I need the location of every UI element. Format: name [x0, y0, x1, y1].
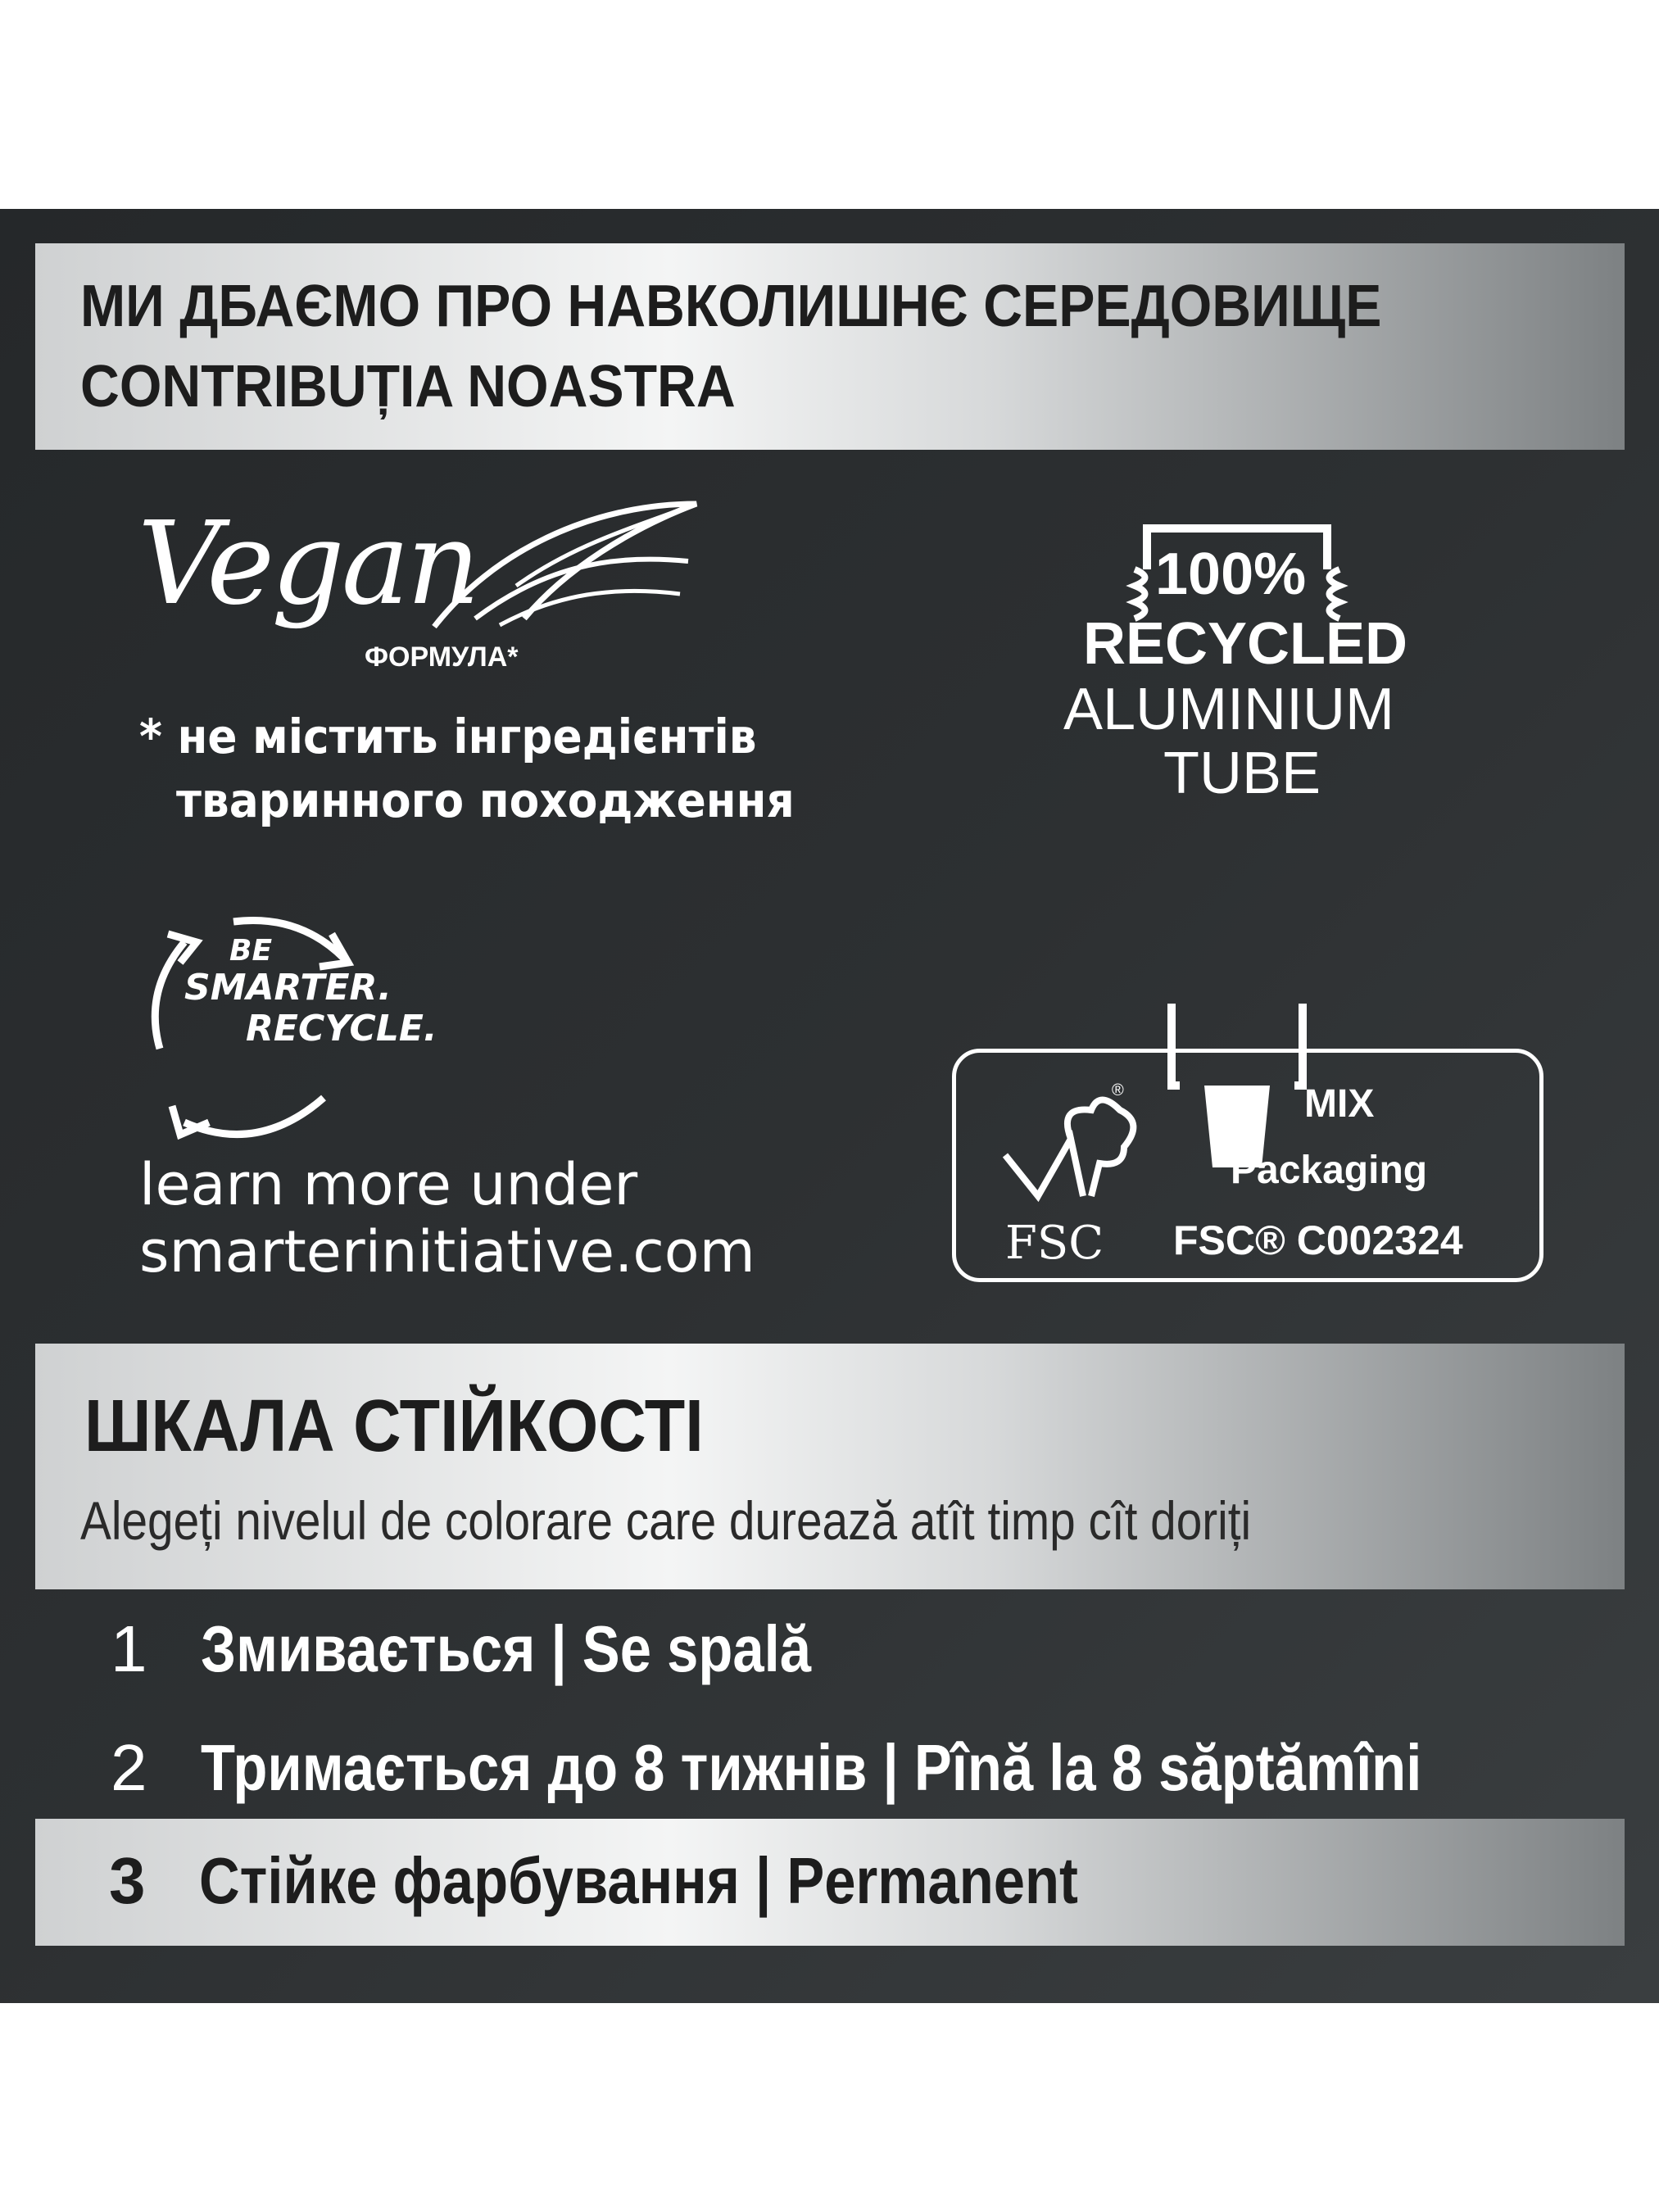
scale-item-text: Змивається | Se spală	[201, 1612, 812, 1685]
header-title-ua: МИ ДБАЄМО ПРО НАВКОЛИШНЄ СЕРЕДОВИЩЕ	[80, 274, 1382, 339]
scale-item-text: Тримається до 8 тижнів | Pînă la 8 săptămîni	[201, 1731, 1422, 1804]
header-title-ro: CONTRIBUȚIA NOASTRA	[80, 354, 736, 419]
fsc-mix: MIX	[1304, 1082, 1375, 1126]
scale-item-num: 2	[111, 1731, 147, 1804]
leaf-icon	[426, 496, 705, 635]
fsc-label	[952, 1049, 1543, 1282]
scale-title: ШКАЛА СТІЙКОСТІ	[84, 1385, 704, 1467]
vegan-note-line2: тваринного походження	[176, 773, 795, 828]
header-band	[35, 243, 1625, 450]
fsc-code: FSC® C002324	[1173, 1217, 1463, 1263]
scale-item-num: 3	[109, 1844, 146, 1917]
scale-item-3-highlight	[35, 1819, 1625, 1946]
vegan-note-line1: * не містить інгредієнтів	[139, 709, 757, 764]
recycle-logo-line3: RECYCLE.	[246, 1008, 437, 1049]
recycle-info-line1: learn more under	[139, 1151, 638, 1218]
tube-line2: RECYCLED	[1083, 611, 1408, 677]
scale-item-text: Стійке фарбування | Permanent	[199, 1844, 1078, 1917]
info-panel	[0, 209, 1659, 2003]
vegan-logo-word: Vegan	[138, 497, 478, 631]
fsc-logo-text: FSC	[1005, 1217, 1104, 1270]
fsc-tree-icon	[993, 1090, 1140, 1204]
vegan-logo-sub: ФОРМУЛА*	[365, 641, 519, 673]
recycle-info-link[interactable]: smarterinitiative.com	[139, 1218, 755, 1285]
tube-line1: 100%	[1155, 542, 1307, 607]
scale-subtitle: Alegeți nivelul de colorare care durează atît timp cît doriți	[80, 1490, 1252, 1551]
tube-line3: ALUMINIUM	[1063, 677, 1395, 742]
fsc-logo-reg: ®	[1112, 1081, 1124, 1099]
recycle-logo-line1: BE	[229, 934, 273, 968]
tube-line4: TUBE	[1163, 741, 1321, 806]
fsc-packaging: Packaging	[1231, 1149, 1428, 1192]
recycle-logo-line2: SMARTER.	[184, 967, 392, 1009]
scale-band	[35, 1344, 1625, 1589]
scale-item-num: 1	[111, 1612, 147, 1685]
